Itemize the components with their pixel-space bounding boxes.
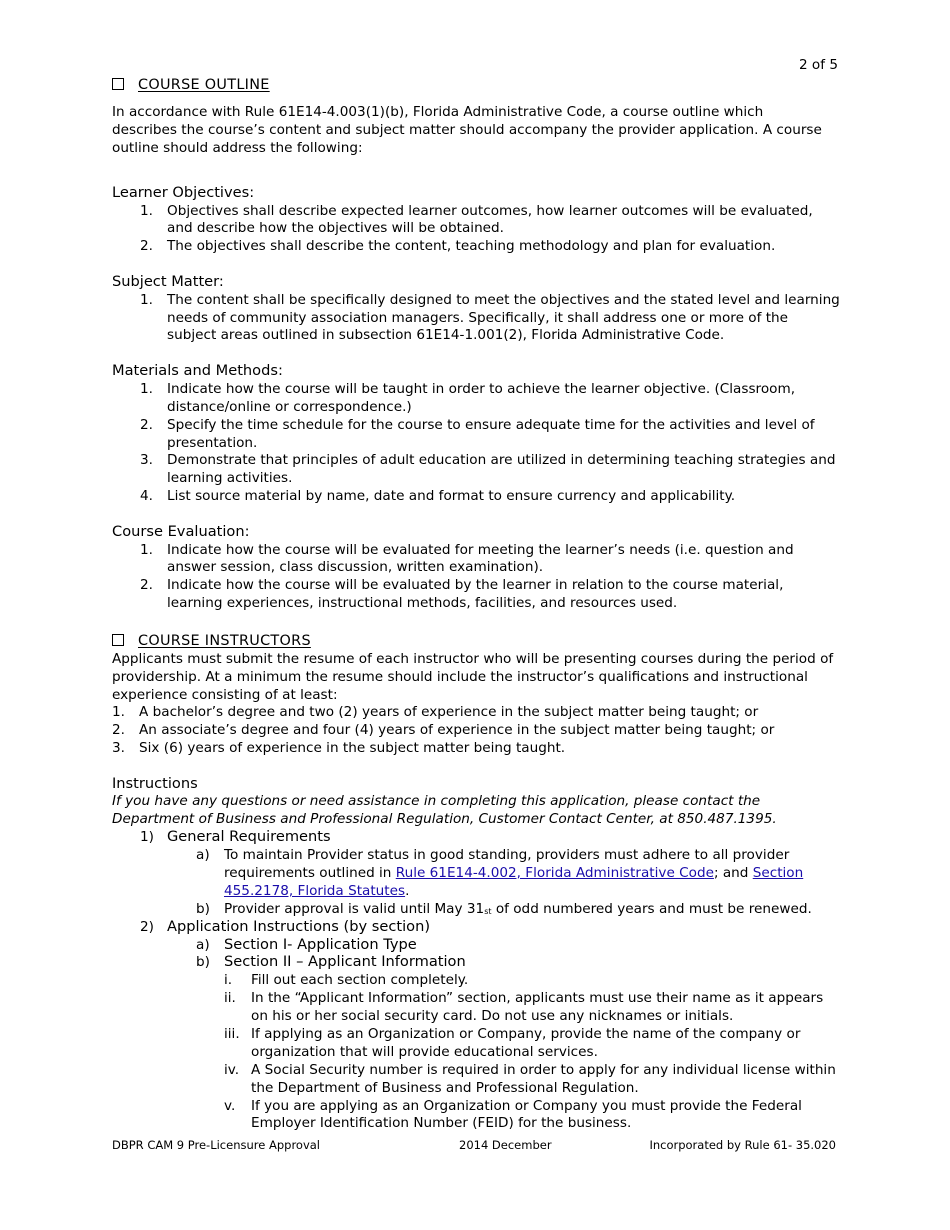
- footer-form-id: DBPR CAM 9 Pre-Licensure Approval: [112, 1138, 321, 1152]
- instructors-intro-line: Applicants must submit the resume of each instructor who will be presenting courses during the period of: [112, 651, 834, 667]
- instructors-intro-line: experience consisting of at least:: [112, 687, 338, 703]
- list-item-text: A Social Security number is required in order to apply for any individual license within: [251, 1062, 836, 1078]
- list-item-text: 455.2178, Florida Statutes.: [224, 883, 410, 899]
- list-item-text: learning experiences, instructional methods, facilities, and resources used.: [167, 595, 678, 611]
- list-item-text: Fill out each section completely.: [251, 972, 469, 988]
- list-item-text: If applying as an Organization or Company, provide the name of the company or: [251, 1026, 801, 1042]
- course-evaluation-title: Course Evaluation:: [112, 523, 250, 540]
- checkbox-icon: [112, 78, 124, 90]
- list-item-text: The content shall be specifically designed to meet the objectives and the stated level and learning: [167, 292, 840, 308]
- list-number: 3.: [140, 452, 153, 468]
- list-number: 3.: [112, 740, 125, 756]
- page-number: 2 of 5: [798, 57, 838, 73]
- intro-line: outline should address the following:: [112, 140, 363, 156]
- list-number: 2.: [140, 417, 153, 433]
- rule-link[interactable]: Rule 61E14-4.002, Florida Administrative Code: [395, 865, 714, 881]
- instructions-title: Instructions: [112, 775, 198, 792]
- intro-line: In accordance with Rule 61E14-4.003(1)(b), Florida Administrative Code, a course outline which: [112, 104, 764, 120]
- list-number: 1.: [140, 542, 153, 558]
- list-roman: i.: [224, 972, 233, 988]
- statute-link[interactable]: Section: [752, 865, 804, 881]
- list-item-text: requirements outlined in Rule 61E14-4.002, Florida Administrative Code; and Section: [224, 865, 804, 881]
- list-item-text: organization that will provide educational services.: [251, 1044, 598, 1060]
- checkbox-icon: [112, 634, 124, 646]
- list-number: 2.: [112, 722, 125, 738]
- general-requirements-title: General Requirements: [167, 828, 331, 845]
- list-number: 2): [140, 919, 154, 935]
- course-outline-heading: COURSE OUTLINE: [112, 76, 270, 94]
- footer-date: 2014 December: [459, 1138, 552, 1152]
- list-item-text: Demonstrate that principles of adult education are utilized in determining teaching strategies and: [167, 452, 836, 468]
- instructions-note: Department of Business and Professional Regulation, Customer Contact Center, at 850.487.1395.: [112, 811, 777, 827]
- list-item-text: Six (6) years of experience in the subject matter being taught.: [139, 740, 566, 756]
- application-instructions-title: Application Instructions (by section): [167, 918, 431, 935]
- list-item-text: needs of community association managers. Specifically, it shall address one or more of the: [167, 310, 788, 326]
- list-letter: b): [196, 901, 210, 917]
- list-item-text: Provider approval is valid until May 31st of odd numbered years and must be renewed.: [224, 901, 812, 917]
- list-item-text: Indicate how the course will be evaluated for meeting the learner’s needs (i.e. question and: [167, 542, 794, 558]
- list-number: 1.: [140, 381, 153, 397]
- list-item-text: subject areas outlined in subsection 61E14-1.001(2), Florida Administrative Code.: [167, 327, 725, 343]
- list-number: 1.: [140, 203, 153, 219]
- list-item-text: Objectives shall describe expected learner outcomes, how learner outcomes will be evaluated,: [167, 203, 813, 219]
- list-item-text: distance/online or correspondence.): [167, 399, 412, 415]
- list-item-text: learning activities.: [167, 470, 293, 486]
- list-item-text: If you are applying as an Organization or Company you must provide the Federal: [251, 1098, 802, 1114]
- course-instructors-heading: COURSE INSTRUCTORS: [112, 632, 311, 650]
- list-item-text: An associate’s degree and four (4) years of experience in the subject matter being taught; or: [139, 722, 775, 738]
- list-item-text: The objectives shall describe the content, teaching methodology and plan for evaluation.: [167, 238, 776, 254]
- intro-line: describes the course’s content and subject matter should accompany the provider application. A course: [112, 122, 822, 138]
- list-roman: v.: [224, 1098, 236, 1114]
- section-title: Section II – Applicant Information: [224, 953, 466, 970]
- list-item-text: on his or her social security card. Do not use any nicknames or initials.: [251, 1008, 734, 1024]
- list-item-text: the Department of Business and Professional Regulation.: [251, 1080, 639, 1096]
- list-letter: a): [196, 847, 210, 863]
- list-item-text: answer session, class discussion, written examination).: [167, 559, 544, 575]
- list-item-text: Employer Identification Number (FEID) for the business.: [251, 1115, 632, 1131]
- list-item-text: Specify the time schedule for the course to ensure adequate time for the activities and level of: [167, 417, 815, 433]
- list-number: 2.: [140, 577, 153, 593]
- list-roman: ii.: [224, 990, 236, 1006]
- list-roman: iii.: [224, 1026, 240, 1042]
- footer-rule: Incorporated by Rule 61- 35.020: [649, 1138, 836, 1152]
- list-number: 4.: [140, 488, 153, 504]
- list-item-text: and describe how the objectives will be obtained.: [167, 220, 504, 236]
- list-item-text: Indicate how the course will be taught in order to achieve the learner objective. (Classroom,: [167, 381, 796, 397]
- list-letter: a): [196, 937, 210, 953]
- list-roman: iv.: [224, 1062, 240, 1078]
- section-title: Section I- Application Type: [224, 936, 417, 953]
- learner-objectives-title: Learner Objectives:: [112, 184, 255, 201]
- instructions-note: If you have any questions or need assistance in completing this application, please contact the: [112, 793, 761, 809]
- list-number: 1.: [140, 292, 153, 308]
- subject-matter-title: Subject Matter:: [112, 273, 224, 290]
- list-number: 1.: [112, 704, 125, 720]
- list-item-text: To maintain Provider status in good standing, providers must adhere to all provider: [224, 847, 790, 863]
- materials-methods-title: Materials and Methods:: [112, 362, 283, 379]
- list-item-text: List source material by name, date and format to ensure currency and applicability.: [167, 488, 736, 504]
- list-letter: b): [196, 954, 210, 970]
- instructors-intro-line: providership. At a minimum the resume should include the instructor’s qualifications and instructional: [112, 669, 808, 685]
- list-item-text: A bachelor’s degree and two (2) years of experience in the subject matter being taught; or: [139, 704, 759, 720]
- statute-link[interactable]: 455.2178, Florida Statutes: [224, 883, 406, 899]
- list-number: 2.: [140, 238, 153, 254]
- list-item-text: presentation.: [167, 435, 258, 451]
- list-number: 1): [140, 829, 154, 845]
- list-item-text: In the “Applicant Information” section, applicants must use their name as it appears: [251, 990, 824, 1006]
- list-item-text: Indicate how the course will be evaluated by the learner in relation to the course material,: [167, 577, 784, 593]
